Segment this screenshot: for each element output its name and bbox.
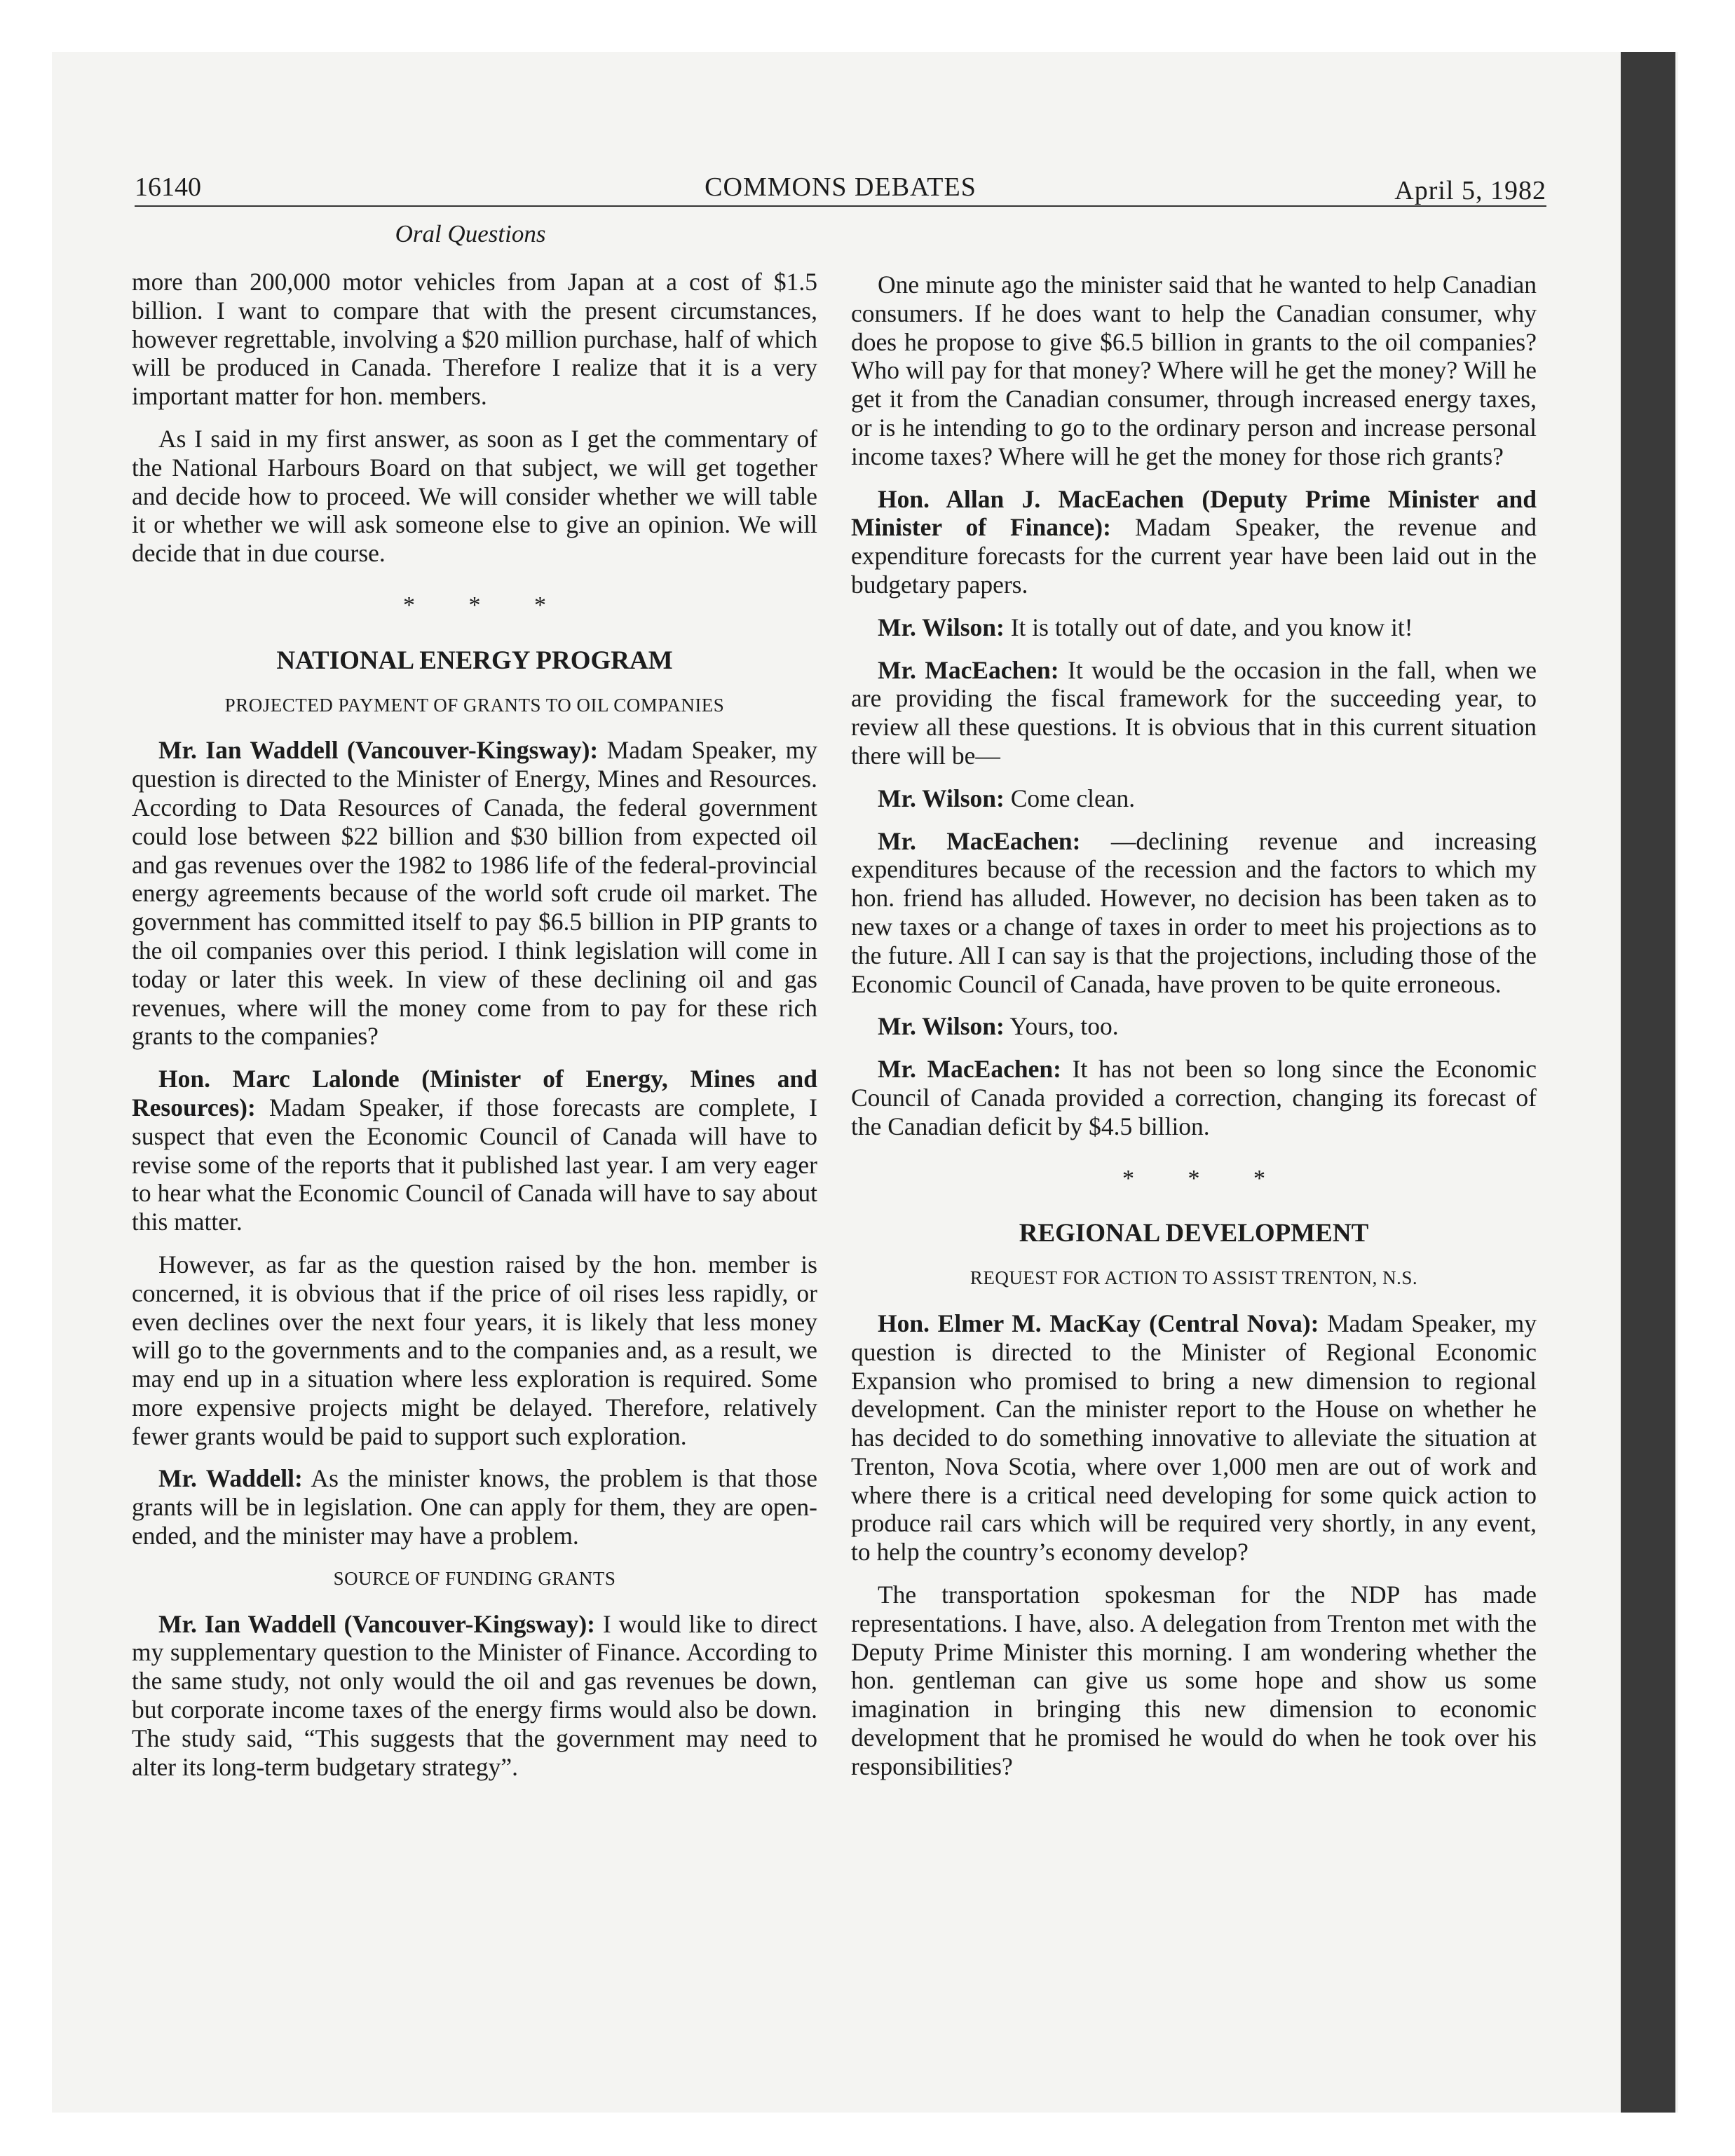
section-subheading: REQUEST FOR ACTION TO ASSIST TRENTON, N.S. [969, 1267, 1418, 1289]
paragraph [132, 1610, 817, 1782]
speech-text: Yours, too. [1004, 1012, 1119, 1041]
speaker-name: Hon. Elmer M. MacKay (Central Nova): [878, 1309, 1319, 1337]
paragraph [851, 1012, 1537, 1041]
page-number: 16140 [135, 172, 201, 202]
paragraph: However, as far as the question raised by the hon. member is concerned, it is obvious that if the price of oil rises less rapidly, or even declines over the next four years, it is likely that less money will go to the governments and to the companies and, as a result, we may end up in a situation where less exploration is required. Some more expensive projects might be delayed. Therefore, relatively fewer grants would be paid to support such exploration. [132, 1250, 817, 1450]
speech-text: Madam Speaker, if those forecasts are complete, I suspect that even the Economic Council of Canada will have to revise some of the reports that it published last year. I am very eager to hear what the Economic Council of Canada will have to say about this matter. [132, 1093, 817, 1236]
page-header [135, 172, 1546, 207]
section-heading: REGIONAL DEVELOPMENT [1019, 1219, 1369, 1248]
speech-text: It would be the occasion in the fall, when we are providing the fiscal framework for the succeeding year, to review all these questions. It is obvious that in this current situation there will be— [851, 655, 1537, 770]
paragraph: The transportation spokesman for the NDP has made representations. I have, also. A delegation from Trenton met with the Deputy Prime Minister this morning. I am wondering whether the hon. gentleman can give us some hope and show us some imagination in bringing this new dimension to economic development that he promised he would do when he took over his responsibilities? [851, 1581, 1537, 1780]
speaker-name: Mr. MacEachen: [878, 826, 1081, 855]
speaker-name: Mr. Ian Waddell (Vancouver-Kingsway): [158, 1609, 595, 1638]
paragraph [851, 656, 1537, 770]
paragraph [132, 1065, 817, 1236]
publication-date: April 5, 1982 [1394, 176, 1546, 205]
scan-binding-edge [1621, 52, 1675, 2113]
paragraph [851, 827, 1537, 999]
speech-text: Madam Speaker, my question is directed to the Minister of Energy, Mines and Resources. According to Data Resources of Canada, the federal government could lose between $22 billion and $30 billion from expected oil and gas revenues over the 1982 to 1986 life of the federal-provincial energy agreements because of the world soft crude oil market. The government has committed itself to pay $6.5 billion in PIP grants to the oil companies over this period. I think legislation will come in today or later this week. In view of these declining oil and gas revenues, where will the money come from to pay for these rich grants to the companies? [132, 736, 817, 1051]
paragraph: As I said in my first answer, as soon as I get the commentary of the National Harbours Board on that subject, we will get together and decide how to proceed. We will consider whether we will table it or whether we will ask someone else to give an opinion. We will decide that in due course. [132, 424, 817, 568]
paragraph [851, 485, 1537, 599]
section-subheading: PROJECTED PAYMENT OF GRANTS TO OIL COMPANIES [224, 694, 725, 716]
speaker-name: Mr. MacEachen: [878, 1055, 1061, 1084]
right-column [851, 271, 1537, 1795]
speaker-name: Hon. Marc Lalonde (Minister of Energy, Mines and Resources): [132, 1065, 817, 1121]
section-label: Oral Questions [395, 220, 546, 247]
header-rule [135, 205, 1546, 207]
paragraph: One minute ago the minister said that he wanted to help Canadian consumers. If he does want to help the Canadian consumer, why does he propose to give $6.5 billion in grants to the oil companies? Who will pay for that money? Where will he get the money? Will he get it from the Canadian consumer, through increased energy taxes, or is he intending to go to the ordinary person and increase personal income taxes? Where will he get the money for those rich grants? [851, 271, 1537, 470]
speaker-name: Hon. Allan J. MacEachen (Deputy Prime Minister and Minister of Finance): [851, 484, 1537, 542]
speech-text: —declining revenue and increasing expenditures because of the recession and the factors to which my hon. friend has alluded. However, no decision has been taken as to new taxes or a change of taxes in order to meet his projections as to the future. All I can say is that the projections, including those of the Economic Council of Canada, have proven to be quite erroneous. [851, 826, 1537, 998]
speech-text: Madam Speaker, my question is directed to the Minister of Regional Economic Expansion who promised to bring a new dimension to regional development. Can the minister report to the House on whether he has decided to do something innovative to alleviate the situation at Trenton, Nova Scotia, where over 1,000 men are out of work and where there is a critical need developing for some quick action to produce rail cars which will be required very shortly, in any event, to help the country’s economy develop? [851, 1309, 1537, 1567]
speech-text: I would like to direct my supplementary question to the Minister of Finance. According to the same study, not only would the oil and gas revenues be down, but corporate income taxes of the energy firms would also be down. The study said, “This suggests that the government may need to alter its long-term budgetary strategy”. [132, 1609, 817, 1781]
speaker-name: Mr. Waddell: [158, 1464, 303, 1493]
speaker-name: Mr. Wilson: [878, 613, 1005, 641]
publication-title: COMMONS DEBATES [705, 172, 977, 202]
speaker-name: Mr. Ian Waddell (Vancouver-Kingsway): [158, 736, 599, 765]
paragraph [132, 736, 817, 1051]
paragraph [851, 613, 1537, 642]
speech-text: It is totally out of date, and you know it! [1004, 613, 1413, 641]
paragraph [132, 1464, 817, 1550]
paragraph [851, 784, 1537, 813]
section-heading: NATIONAL ENERGY PROGRAM [276, 646, 673, 675]
section-separator: * * * [1122, 1165, 1289, 1192]
speech-text: Come clean. [1004, 784, 1136, 812]
paragraph: more than 200,000 motor vehicles from Japan at a cost of $1.5 billion. I want to compare that with the present circumstances, however regrettable, involving a $20 million purchase, half of which will be produced in Canada. Therefore I realize that it is a very important matter for hon. members. [132, 268, 817, 411]
section-separator: * * * [403, 592, 570, 618]
speech-text: As the minister knows, the problem is that those grants will be in legislation. One can apply for them, they are open-ended, and the minister may have a problem. [132, 1464, 817, 1550]
left-column [132, 268, 817, 1795]
speaker-name: Mr. Wilson: [878, 1012, 1005, 1041]
speaker-name: Mr. Wilson: [878, 784, 1005, 812]
speaker-name: Mr. MacEachen: [878, 655, 1059, 684]
paragraph [851, 1055, 1537, 1140]
section-subheading: SOURCE OF FUNDING GRANTS [333, 1567, 616, 1589]
speech-text: Madam Speaker, the revenue and expenditure forecasts for the current year have been laid out in the budgetary papers. [851, 513, 1537, 599]
paragraph [851, 1309, 1537, 1567]
speech-text: It has not been so long since the Economic Council of Canada provided a correction, changing its forecast of the Canadian deficit by $4.5 billion. [851, 1055, 1537, 1140]
